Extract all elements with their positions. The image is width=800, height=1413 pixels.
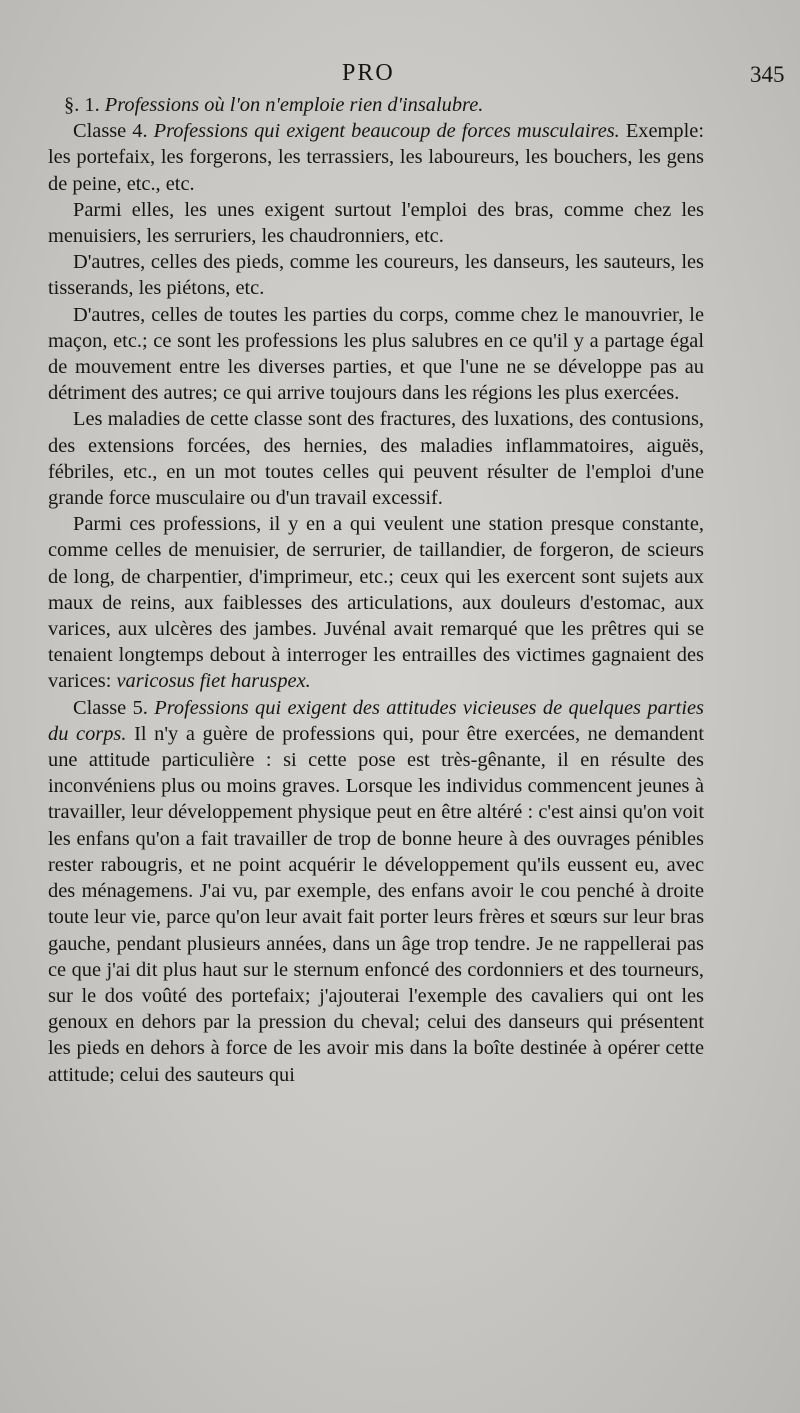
class-title: Professions qui exigent des attitudes vicieuses de quelques parties du corps.	[48, 696, 704, 745]
class-label: Classe 4.	[73, 120, 154, 143]
paragraph-classe-5	[48, 695, 704, 1088]
paragraph-text: Parmi ces professions, il y en a qui veulent une station presque constante, comme celles de menuisier, de serrurier, de taillandier, de forgeron, de scieurs de long, de charpentier, d'imprimeur, etc.; ceux qui les exercent sont sujets aux maux de reins, aux faiblesses des articulations, aux douleurs d'estomac, aux varices, aux ulcères des jambes. Juvénal avait remarqué que les prêtres qui se tenaient longtemps debout à interroger les entrailles des victimes gagnaient des varices:	[48, 513, 704, 693]
paragraph-text: Il n'y a guère de professions qui, pour être exercées, ne demandent une attitude particulière : si cette pose est très-gênante, il en résulte des inconvéniens plus ou moins graves. Lorsque les individus commencent jeunes à travailler, leur développement physique peut en être altéré : c'est ainsi qu'on voit les enfans qu'on a fait travailler de trop de bonne heure à des ouvrages pénibles rester rabougris, et ne point acquérir le développement qu'ils eussent eu, avec des ménagemens. J'ai vu, par exemple, des enfans avoir le cou penché à droite toute leur vie, parce qu'on leur avait fait porter leurs frères et sœurs sur leur bras gauche, pendant plusieurs années, dans un âge trop tendre. Je ne rappellerai pas ce que j'ai dit plus haut sur le sternum enfoncé des cordonniers et des tourneurs, sur le dos voûté des portefaix; j'ajouterai l'exemple des cavaliers qui ont les genoux en dehors par la pression du cheval; celui des danseurs qui présentent les pieds en dehors à force de les avoir mis dans la boîte destinée à opérer cette attitude; celui des sauteurs qui	[48, 722, 704, 1086]
paragraph-text: Exemple: les portefaix, les forgerons, les terrassiers, les laboureurs, les bouchers, les gens de peine, etc., etc.	[48, 120, 704, 195]
page-header	[0, 60, 800, 92]
paragraph-text: Les maladies de cette classe sont des fractures, des luxations, des contusions, des extensions forcées, des hernies, des maladies inflammatoires, aiguës, fébriles, etc., en un mot toutes celles qui peuvent résulter de l'emploi d'une grande force musculaire ou d'un travail excessif.	[48, 408, 704, 510]
page-number: 345	[750, 62, 785, 87]
running-head: PRO	[342, 60, 395, 86]
body-text	[48, 92, 704, 1088]
paragraph-text: D'autres, celles de toutes les parties du corps, comme chez le manouvrier, le maçon, etc.; ce sont les professions les plus salubres en ce qu'il y a partage égal de mouvement entre les diverses parties, et que l'une ne se développe pas au détriment des autres; ce qui arrive toujours dans les régions les plus exercées.	[48, 303, 704, 405]
paragraph-corps	[48, 302, 704, 407]
paragraph-maladies	[48, 406, 704, 511]
section-heading	[48, 92, 704, 118]
latin-quotation: varicosus fiet haruspex.	[116, 670, 311, 693]
paragraph-pieds	[48, 249, 704, 301]
section-title: Professions où l'on n'emploie rien d'insalubre.	[104, 94, 484, 116]
paragraph-text: D'autres, celles des pieds, comme les coureurs, les danseurs, les sauteurs, les tisserands, les piétons, etc.	[48, 251, 704, 300]
class-title: Professions qui exigent beaucoup de forces musculaires.	[153, 120, 620, 143]
class-label: Classe 5.	[73, 696, 155, 719]
paragraph-bras	[48, 197, 704, 249]
section-number: §. 1.	[64, 94, 105, 116]
paragraph-station	[48, 511, 704, 694]
paragraph-classe-4	[48, 118, 704, 197]
paragraph-text: Parmi elles, les unes exigent surtout l'emploi des bras, comme chez les menuisiers, les serruriers, les chaudronniers, etc.	[48, 198, 704, 248]
